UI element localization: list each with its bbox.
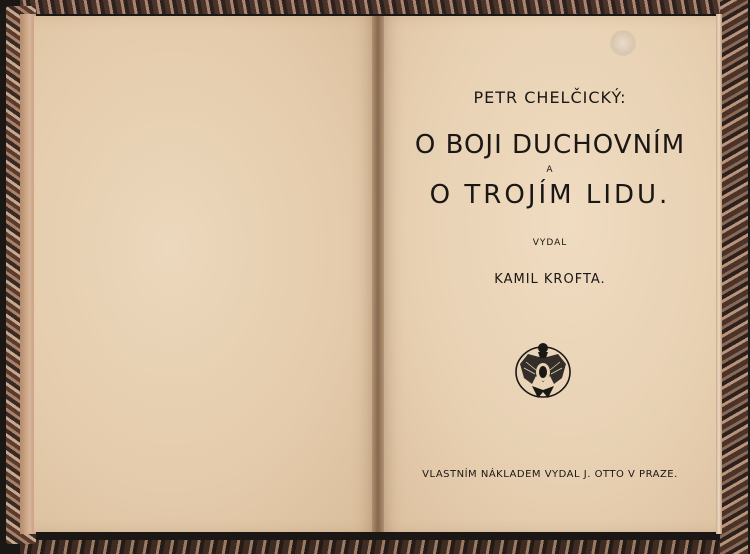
editor-label: VYDAL bbox=[532, 238, 568, 248]
marbled-cover-right bbox=[720, 0, 748, 554]
title-line-2: O TROJÍM LIDU. bbox=[429, 180, 671, 210]
editor-name: KAMIL KROFTA. bbox=[494, 272, 606, 287]
marbled-cover-top bbox=[20, 0, 720, 14]
title-line-1: O BOJI DUCHOVNÍM bbox=[414, 130, 686, 160]
paper-stain bbox=[610, 30, 636, 56]
title-conjunction: A bbox=[546, 165, 554, 175]
left-blank-page bbox=[34, 16, 378, 532]
author-name: PETR CHELČICKÝ: bbox=[473, 88, 627, 107]
publisher-line: VLASTNÍM NÁKLADEM VYDAL J. OTTO V PRAZE. bbox=[422, 469, 678, 480]
marbled-cover-bottom bbox=[20, 540, 730, 554]
eagle-emblem-icon bbox=[512, 338, 574, 404]
